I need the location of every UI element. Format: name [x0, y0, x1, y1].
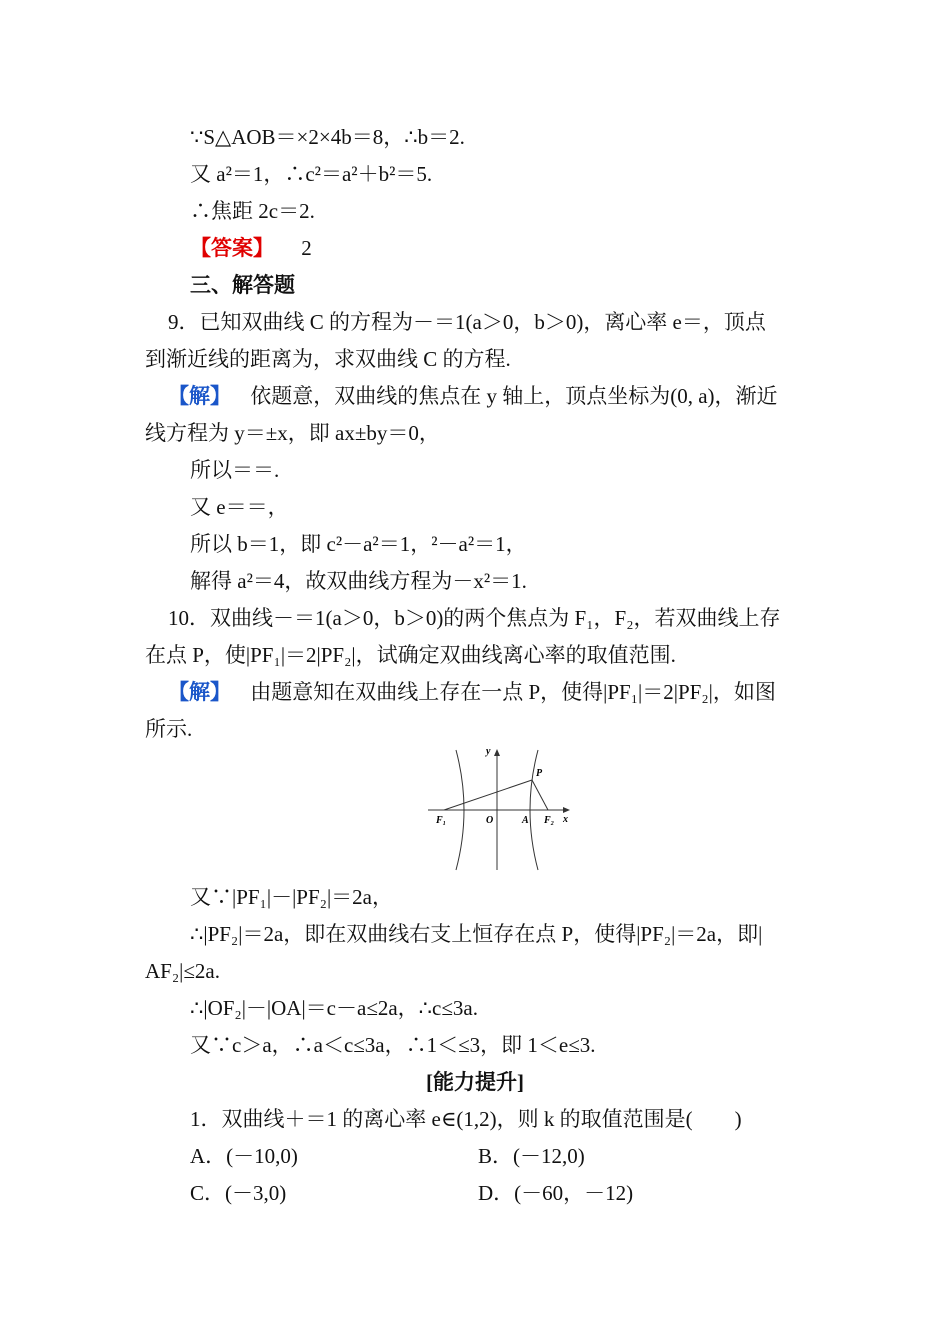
- label-f1: F₁: [436, 815, 447, 826]
- label-x: x: [563, 814, 568, 825]
- solution-10-line-3: 又∵|PF₁|－|PF₂|＝2a，: [190, 885, 393, 909]
- option-b: B．(－12,0): [478, 1144, 585, 1168]
- x-axis-arrow: [563, 807, 570, 813]
- solution-10-line-6: ∴|OF₂|－|OA|＝c－a≤2a，∴c≤3a.: [190, 996, 478, 1020]
- segment-pf1: [444, 780, 532, 810]
- label-o: O: [486, 815, 494, 826]
- solution-9-line-4: 又 e＝＝，: [190, 495, 289, 519]
- question-10-line-1: 10．双曲线－＝1(a＞0，b＞0)的两个焦点为 F₁，F₂，若双曲线上存: [168, 606, 781, 630]
- question-9-line-1: 9．已知双曲线 C 的方程为－＝1(a＞0，b＞0)，离心率 e＝，顶点: [168, 310, 766, 334]
- solution-9-line-5: 所以 b＝1，即 c²－a²＝1，²－a²＝1，: [190, 532, 527, 556]
- option-a: A．(－10,0): [190, 1144, 298, 1168]
- solution-10-line-2: 所示.: [145, 717, 193, 741]
- option-d: D．(－60，－12): [478, 1181, 634, 1205]
- options-row-1: [190, 1141, 790, 1171]
- solution-9-text: 依题意，双曲线的焦点在 y 轴上，顶点坐标为(0, a)，渐近: [250, 384, 778, 408]
- solution-9-line-6: 解得 a²＝4，故双曲线方程为－x²＝1.: [190, 569, 527, 593]
- answer-tag: 【答案】: [190, 236, 274, 260]
- solution-10-line-7: 又∵c＞a，∴a＜c≤3a，∴1＜≤3，即 1＜e≤3.: [190, 1033, 596, 1057]
- answer-line: [190, 233, 312, 263]
- solution-9-line-2: 线方程为 y＝±x，即 ax±by＝0，: [145, 421, 440, 445]
- label-a: A: [522, 815, 529, 826]
- line-focal-distance: ∴焦距 2c＝2.: [190, 199, 315, 223]
- label-p: P: [536, 768, 543, 779]
- solution-10-text: 由题意知在双曲线上存在一点 P，使得|PF₁|＝2|PF₂|，如图: [250, 680, 776, 704]
- solution-tag: 【解】: [168, 384, 231, 408]
- label-y: y: [486, 746, 491, 757]
- hyperbola-figure: [420, 740, 580, 875]
- solution-10-line-4: ∴|PF₂|＝2a，即在双曲线右支上恒存在点 P，使得|PF₂|＝2a，即|: [190, 922, 763, 946]
- line-area-formula: ∵S△AOB＝×2×4b＝8，∴b＝2.: [190, 125, 465, 149]
- question-9-line-2: 到渐近线的距离为，求双曲线 C 的方程.: [145, 347, 511, 371]
- option-c: C．(－3,0): [190, 1181, 287, 1205]
- options-row-2: [190, 1178, 790, 1208]
- problem-1-stem: 1．双曲线＋＝1 的离心率 e∈(1,2)，则 k 的取值范围是( ): [190, 1107, 742, 1131]
- solution-10-line-1: [168, 677, 776, 707]
- solution-tag: 【解】: [168, 680, 231, 704]
- question-10-line-2: 在点 P，使|PF₁|＝2|PF₂|，试确定双曲线离心率的取值范围.: [145, 643, 676, 667]
- answer-value: 2: [301, 236, 312, 260]
- label-f2: F₂: [544, 815, 555, 826]
- section-heading: 三、解答题: [190, 273, 295, 297]
- y-axis-arrow: [494, 749, 500, 756]
- line-a-squared: 又 a²＝1，∴c²＝a²＋b²＝5.: [190, 162, 433, 186]
- ability-heading: [能力提升]: [426, 1070, 524, 1094]
- solution-10-line-5: AF₂|≤2a.: [145, 959, 220, 983]
- solution-9-line-3: 所以＝＝.: [190, 458, 280, 482]
- solution-9-line-1: [168, 381, 778, 411]
- segment-pf2: [532, 780, 548, 810]
